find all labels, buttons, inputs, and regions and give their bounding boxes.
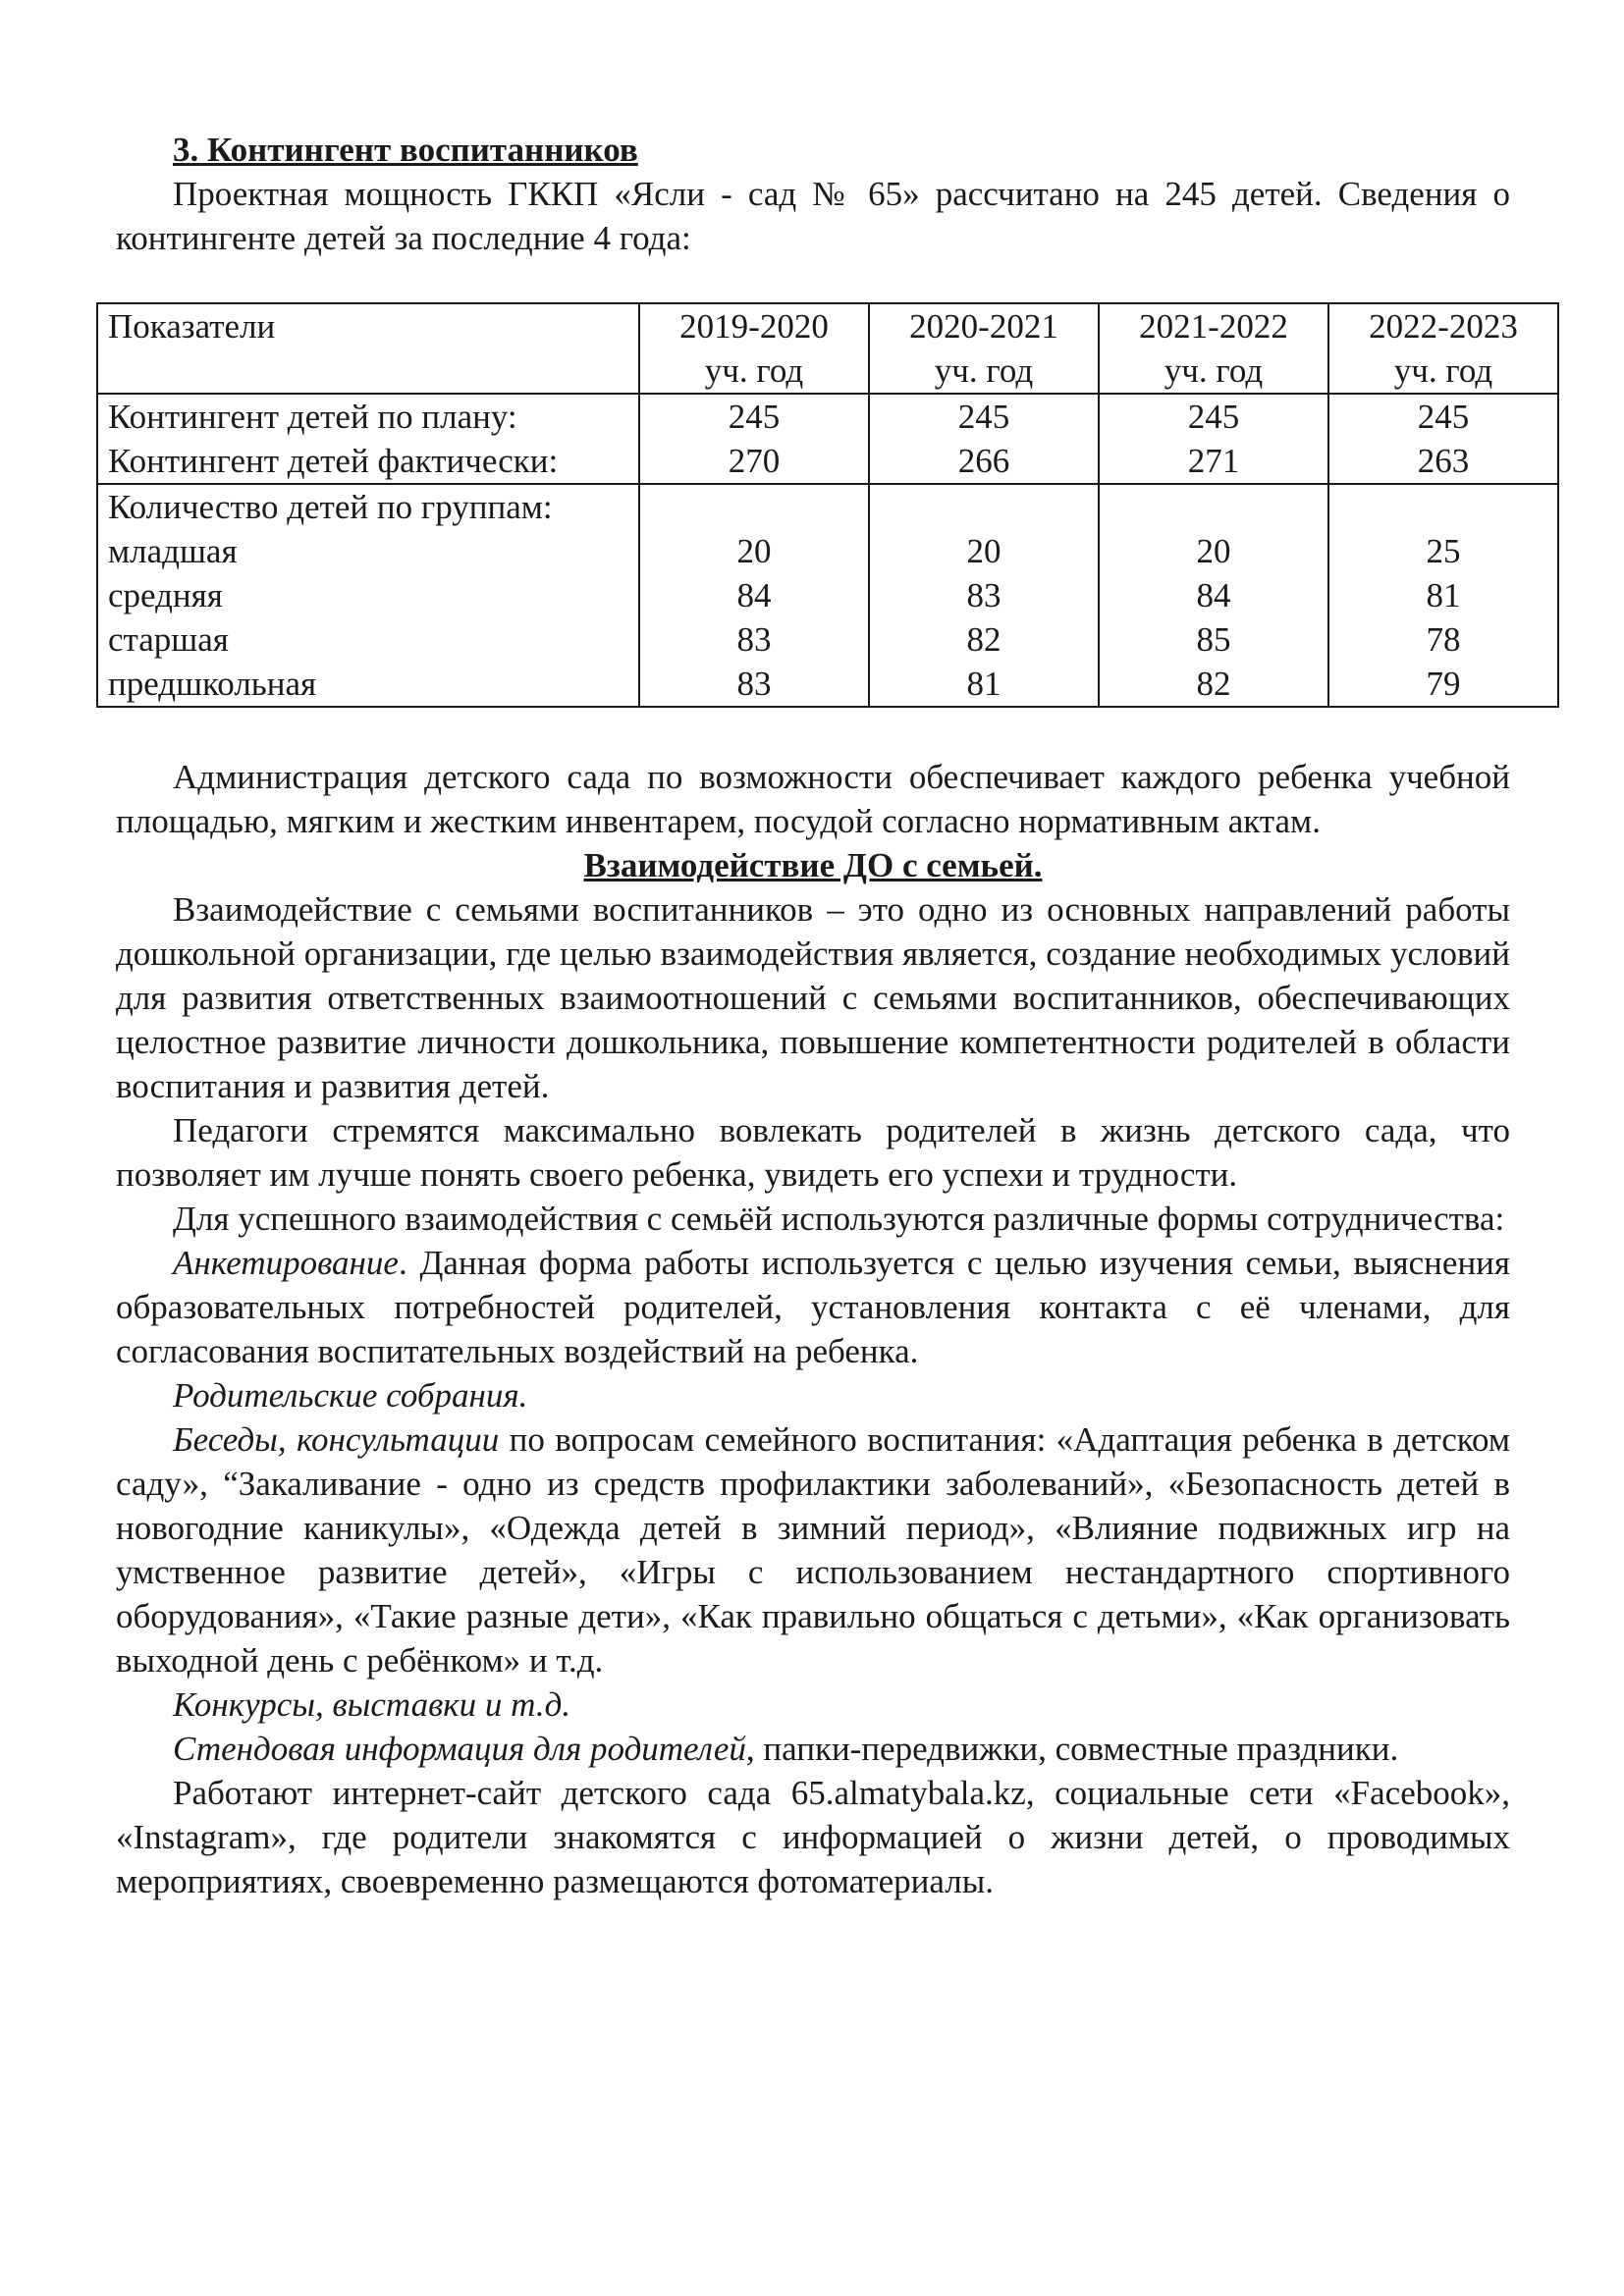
teachers-paragraph: Педагоги стремятся максимально вовлекать родителей в жизнь детского сада, что позволяет им лучше понять своего ребенка, увидеть его успехи и трудности.	[116, 1111, 1510, 1194]
group-name: предшкольная	[108, 665, 317, 703]
group-value: 20	[736, 532, 772, 570]
header-label: Показатели	[108, 307, 276, 346]
contests-term: Конкурсы, выставки и т.д.	[173, 1685, 571, 1724]
table-row-groups	[97, 484, 1558, 707]
group-value: 83	[736, 665, 772, 703]
page-content	[108, 128, 1518, 1903]
group-name: старшая	[108, 620, 229, 659]
group-value: 81	[966, 665, 1001, 703]
website-paragraph: Работают интернет-сайт детского сада 65.almatybala.kz, социальные сети «Facebook», «Instagram», где родители знакомятся с информацией о жизни детей, о проводимых мероприятиях, своевременно размещаются фотоматериалы.	[116, 1774, 1510, 1900]
blank-line	[650, 485, 858, 529]
interaction-title: Взаимодействие ДО с семьей.	[583, 846, 1043, 884]
group-labels-cell	[97, 484, 639, 707]
group-name: младшая	[108, 532, 238, 570]
stand-paragraph	[116, 1727, 1510, 1771]
contingent-labels-cell	[97, 394, 639, 484]
admin-paragraph: Администрация детского сада по возможности обеспечивает каждого ребенка учебной площадью, мягким и жестким инвентарем, посудой согласно нормативным актам.	[116, 758, 1510, 840]
section-title: 3. Контингент воспитанников	[173, 131, 638, 169]
year-label: 2021-2022	[1139, 307, 1288, 346]
group-value: 82	[1196, 665, 1231, 703]
contests-paragraph	[116, 1682, 1510, 1727]
interaction-paragraph: Взаимодействие с семьями воспитанников – это одно из основных направлений работы дошкольной организации, где целью взаимодействия является, создание необходимых условий для развития ответственных взаимоотношений с семьями воспитанников, обеспечивающих целостное развитие личности дошкольника, повышение компетентности родителей в области воспитания и развития детей.	[116, 890, 1510, 1105]
group-value: 20	[966, 532, 1001, 570]
group-value: 83	[966, 576, 1001, 614]
fact-value: 270	[728, 442, 781, 480]
contingent-table	[96, 302, 1559, 708]
survey-term: Анкетирование	[173, 1244, 399, 1282]
group-value: 84	[1196, 576, 1231, 614]
contingent-values-cell	[869, 394, 1099, 484]
parent-meetings-paragraph	[116, 1373, 1510, 1417]
year-label: 2020-2021	[909, 307, 1058, 346]
contingent-values-cell	[1328, 394, 1558, 484]
talks-text: по вопросам семейного воспитания: «Адаптация ребенка в детском саду», “Закаливание - одно из средств профилактики заболеваний», «Безопасность детей в новогодние каникулы», «Одежда детей в зимний период», «Влияние подвижных игр на умственное развитие детей», «Игры с использованием нестандартного спортивного оборудования», «Такие разные дети», «Как правильно общаться с детьми», «Как организовать выходной день с ребёнком» и т.д.	[116, 1420, 1510, 1680]
group-values-cell	[1328, 484, 1558, 707]
fact-value: 263	[1417, 442, 1470, 480]
year-suffix: уч. год	[704, 351, 804, 390]
stand-term: Стендовая информация для родителей	[173, 1730, 746, 1768]
year-suffix: уч. год	[1393, 351, 1493, 390]
year-label: 2019-2020	[679, 307, 829, 346]
table-header-row	[97, 303, 1558, 394]
header-label-cell	[97, 303, 639, 394]
group-name: средняя	[108, 576, 223, 614]
table-row-contingent	[97, 394, 1558, 484]
talks-term: Беседы, консультации	[173, 1420, 500, 1459]
group-values-cell	[869, 484, 1099, 707]
fact-value: 271	[1187, 442, 1240, 480]
blank-line	[1110, 485, 1318, 529]
forms-paragraph: Для успешного взаимодействия с семьёй используются различные формы сотрудничества:	[173, 1200, 1505, 1238]
fact-value: 266	[957, 442, 1010, 480]
fact-label: Контингент детей фактически:	[108, 442, 559, 480]
year-label: 2022-2023	[1369, 307, 1518, 346]
intro-paragraph: Проектная мощность ГККП «Ясли - сад № 65» рассчитано на 245 детей. Сведения о контингенте детей за последние 4 года:	[116, 175, 1510, 257]
plan-label: Контингент детей по плану:	[108, 398, 517, 436]
groups-label: Количество детей по группам:	[108, 488, 553, 526]
year-header-cell	[869, 303, 1099, 394]
group-value: 83	[736, 620, 772, 659]
year-suffix: уч. год	[1164, 351, 1264, 390]
group-value: 79	[1426, 665, 1461, 703]
survey-text: . Данная форма работы используется с целью изучения семьи, выяснения образовательных потребностей родителей, установления контакта с её членами, для согласования воспитательных воздействий на ребенка.	[116, 1244, 1510, 1370]
group-value: 85	[1196, 620, 1231, 659]
stand-text: , папки-передвижки, совместные праздники.	[745, 1730, 1399, 1768]
group-value: 84	[736, 576, 772, 614]
year-header-cell	[1099, 303, 1328, 394]
group-value: 81	[1426, 576, 1461, 614]
talks-paragraph	[116, 1417, 1510, 1682]
survey-paragraph	[116, 1241, 1510, 1373]
group-value: 25	[1426, 532, 1461, 570]
plan-value: 245	[957, 398, 1010, 436]
plan-value: 245	[1187, 398, 1240, 436]
blank-line	[1339, 485, 1547, 529]
year-header-cell	[639, 303, 869, 394]
contingent-values-cell	[1099, 394, 1328, 484]
group-value: 78	[1426, 620, 1461, 659]
contingent-values-cell	[639, 394, 869, 484]
group-values-cell	[639, 484, 869, 707]
blank-line	[880, 485, 1088, 529]
plan-value: 245	[1417, 398, 1470, 436]
plan-value: 245	[728, 398, 781, 436]
group-value: 82	[966, 620, 1001, 659]
year-suffix: уч. год	[934, 351, 1034, 390]
group-value: 20	[1196, 532, 1231, 570]
year-header-cell	[1328, 303, 1558, 394]
group-values-cell	[1099, 484, 1328, 707]
parent-meetings-term: Родительские собрания.	[173, 1376, 528, 1415]
